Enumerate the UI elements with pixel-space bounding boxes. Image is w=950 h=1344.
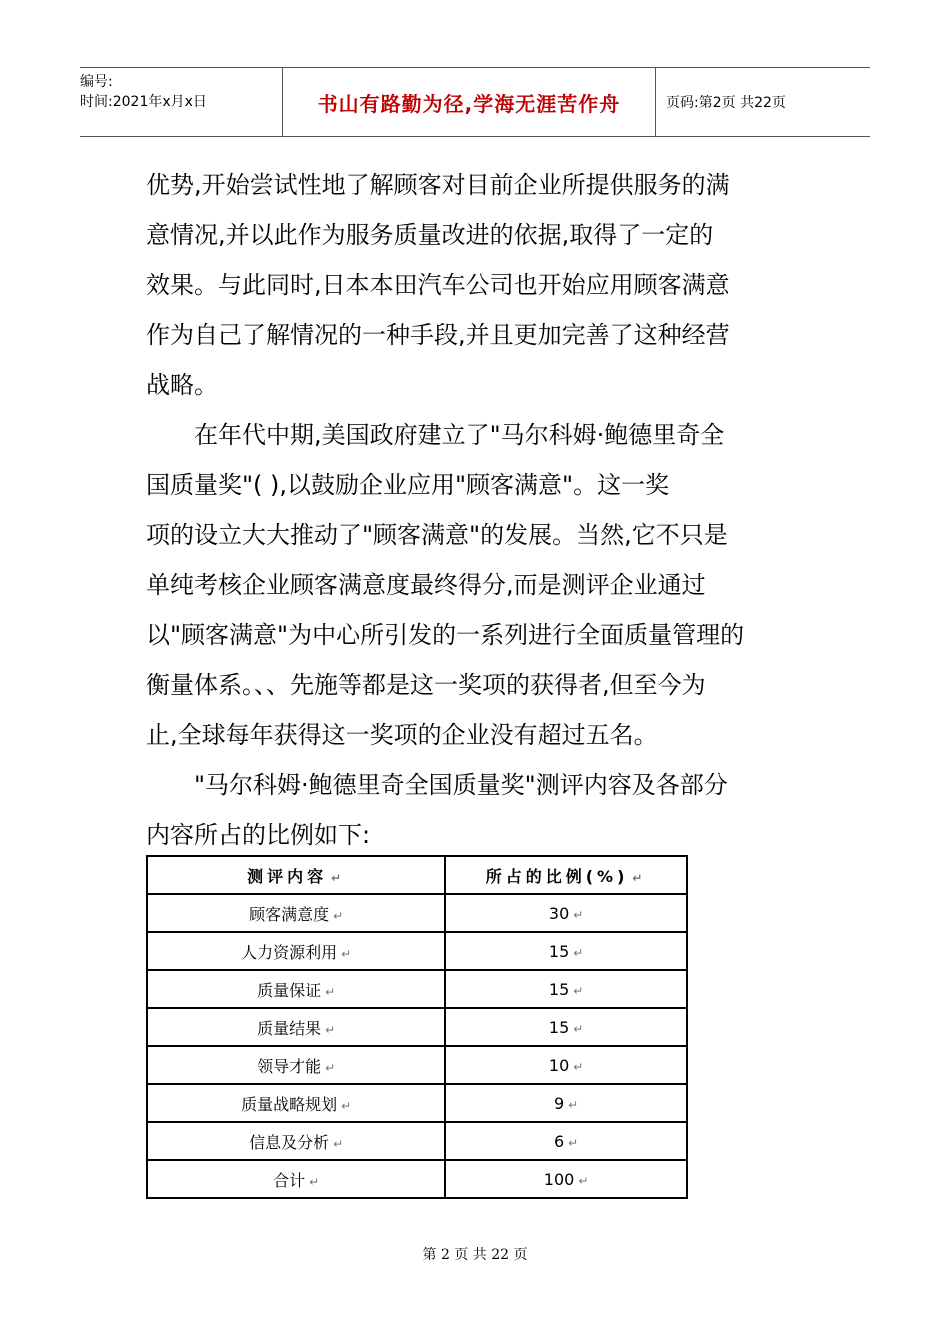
return-mark-icon: ↵ [333, 908, 344, 923]
paragraph [146, 410, 808, 760]
paragraph-line: 衡量体系。、、先施等都是这一奖项的获得者,但至今为 [146, 671, 706, 699]
paragraph-line: 单纯考核企业顾客满意度最终得分,而是测评企业通过 [146, 571, 706, 599]
paragraph-line: 效果。与此同时,日本本田汽车公司也开始应用顾客满意 [146, 271, 730, 299]
cell-text: 15 [548, 1017, 570, 1037]
table-cell [445, 1160, 687, 1198]
table-cell [445, 970, 687, 1008]
cell-text: 100 [543, 1169, 575, 1189]
table-row [147, 932, 687, 970]
return-mark-icon: ↵ [341, 946, 352, 961]
paragraph-line: 在年代中期,美国政府建立了"马尔科姆·鲍德里奇全 [194, 421, 725, 449]
return-mark-icon: ↵ [325, 1022, 336, 1037]
paragraph-line: 内容所占的比例如下: [146, 821, 371, 849]
return-mark-icon: ↵ [333, 1136, 344, 1151]
table-row [147, 970, 687, 1008]
return-mark-icon: ↵ [578, 1173, 589, 1188]
body-text [146, 160, 808, 860]
document-date: 时间:2021年x月x日 [80, 94, 207, 110]
paragraph [146, 160, 808, 410]
header-motto: 书山有路勤为径,学海无涯苦作舟 [317, 91, 621, 116]
table-cell [445, 1008, 687, 1046]
paragraph-line: 作为自己了解情况的一种手段,并且更加完善了这种经营 [146, 321, 730, 349]
cell-text: 信息及分析 [249, 1132, 330, 1152]
table-row [147, 1122, 687, 1160]
cell-text: 顾客满意度 [249, 904, 330, 924]
table-cell [147, 1122, 445, 1160]
table-row [147, 894, 687, 932]
table-cell [147, 932, 445, 970]
table-cell [445, 932, 687, 970]
return-mark-icon: ↵ [573, 907, 584, 922]
table-cell [445, 1046, 687, 1084]
table-header-cell [147, 856, 445, 894]
cell-text: 6 [553, 1131, 565, 1151]
header-motto-cell [282, 68, 656, 136]
return-mark-icon: ↵ [573, 983, 584, 998]
cell-text: 所占的比例(%) [485, 866, 629, 886]
return-mark-icon: ↵ [573, 1021, 584, 1036]
return-mark-icon: ↵ [573, 945, 584, 960]
table-cell [445, 1084, 687, 1122]
paragraph-line: 项的设立大大推动了"顾客满意"的发展。当然,它不只是 [146, 521, 728, 549]
paragraph-line: 意情况,并以此作为服务质量改进的依据,取得了一定的 [146, 221, 714, 249]
cell-text: 15 [548, 941, 570, 961]
document-number: 编号: [80, 74, 113, 90]
table-cell [147, 1084, 445, 1122]
table-cell [147, 970, 445, 1008]
table-cell [147, 1008, 445, 1046]
paragraph-line: 国质量奖"( ),以鼓励企业应用"顾客满意"。这一奖 [146, 471, 670, 499]
cell-text: 质量结果 [257, 1018, 322, 1038]
paragraph-line: 止,全球每年获得这一奖项的企业没有超过五名。 [146, 721, 658, 749]
table-cell [445, 1122, 687, 1160]
return-mark-icon: ↵ [325, 984, 336, 999]
return-mark-icon: ↵ [573, 1059, 584, 1074]
page-footer: 第 2 页 共 22 页 [422, 1247, 528, 1263]
cell-text: 30 [548, 903, 570, 923]
cell-text: 人力资源利用 [241, 942, 338, 962]
paragraph-line: 以"顾客满意"为中心所引发的一系列进行全面质量管理的 [146, 621, 745, 649]
paragraph-line: 战略。 [146, 371, 218, 399]
return-mark-icon: ↵ [331, 870, 346, 885]
cell-text: 合计 [273, 1170, 306, 1190]
header-meta [80, 68, 282, 140]
cell-text: 质量保证 [257, 980, 322, 1000]
cell-text: 15 [548, 979, 570, 999]
table-row [147, 1046, 687, 1084]
return-mark-icon: ↵ [341, 1098, 352, 1113]
page-header [80, 67, 870, 137]
table-cell [147, 1046, 445, 1084]
cell-text: 测评内容 [247, 866, 328, 886]
table-row [147, 1084, 687, 1122]
cell-text: 9 [553, 1093, 565, 1113]
return-mark-icon: ↵ [568, 1135, 579, 1150]
table-row [147, 1008, 687, 1046]
table-cell [445, 894, 687, 932]
table-header-cell [445, 856, 687, 894]
return-mark-icon: ↵ [309, 1174, 320, 1189]
return-mark-icon: ↵ [325, 1060, 336, 1075]
award-criteria-table [146, 855, 688, 1199]
table-row [147, 1160, 687, 1198]
cell-text: 质量战略规划 [241, 1094, 338, 1114]
table-header-row [147, 856, 687, 894]
paragraph [146, 760, 808, 860]
return-mark-icon: ↵ [632, 870, 647, 885]
paragraph-line: 优势,开始尝试性地了解顾客对目前企业所提供服务的满 [146, 171, 730, 199]
table-cell [147, 1160, 445, 1198]
return-mark-icon: ↵ [568, 1097, 579, 1112]
header-page-info: 页码:第2页 共22页 [666, 95, 786, 111]
table-cell [147, 894, 445, 932]
paragraph-line: "马尔科姆·鲍德里奇全国质量奖"测评内容及各部分 [194, 771, 728, 799]
cell-text: 领导才能 [257, 1056, 322, 1076]
cell-text: 10 [548, 1055, 570, 1075]
